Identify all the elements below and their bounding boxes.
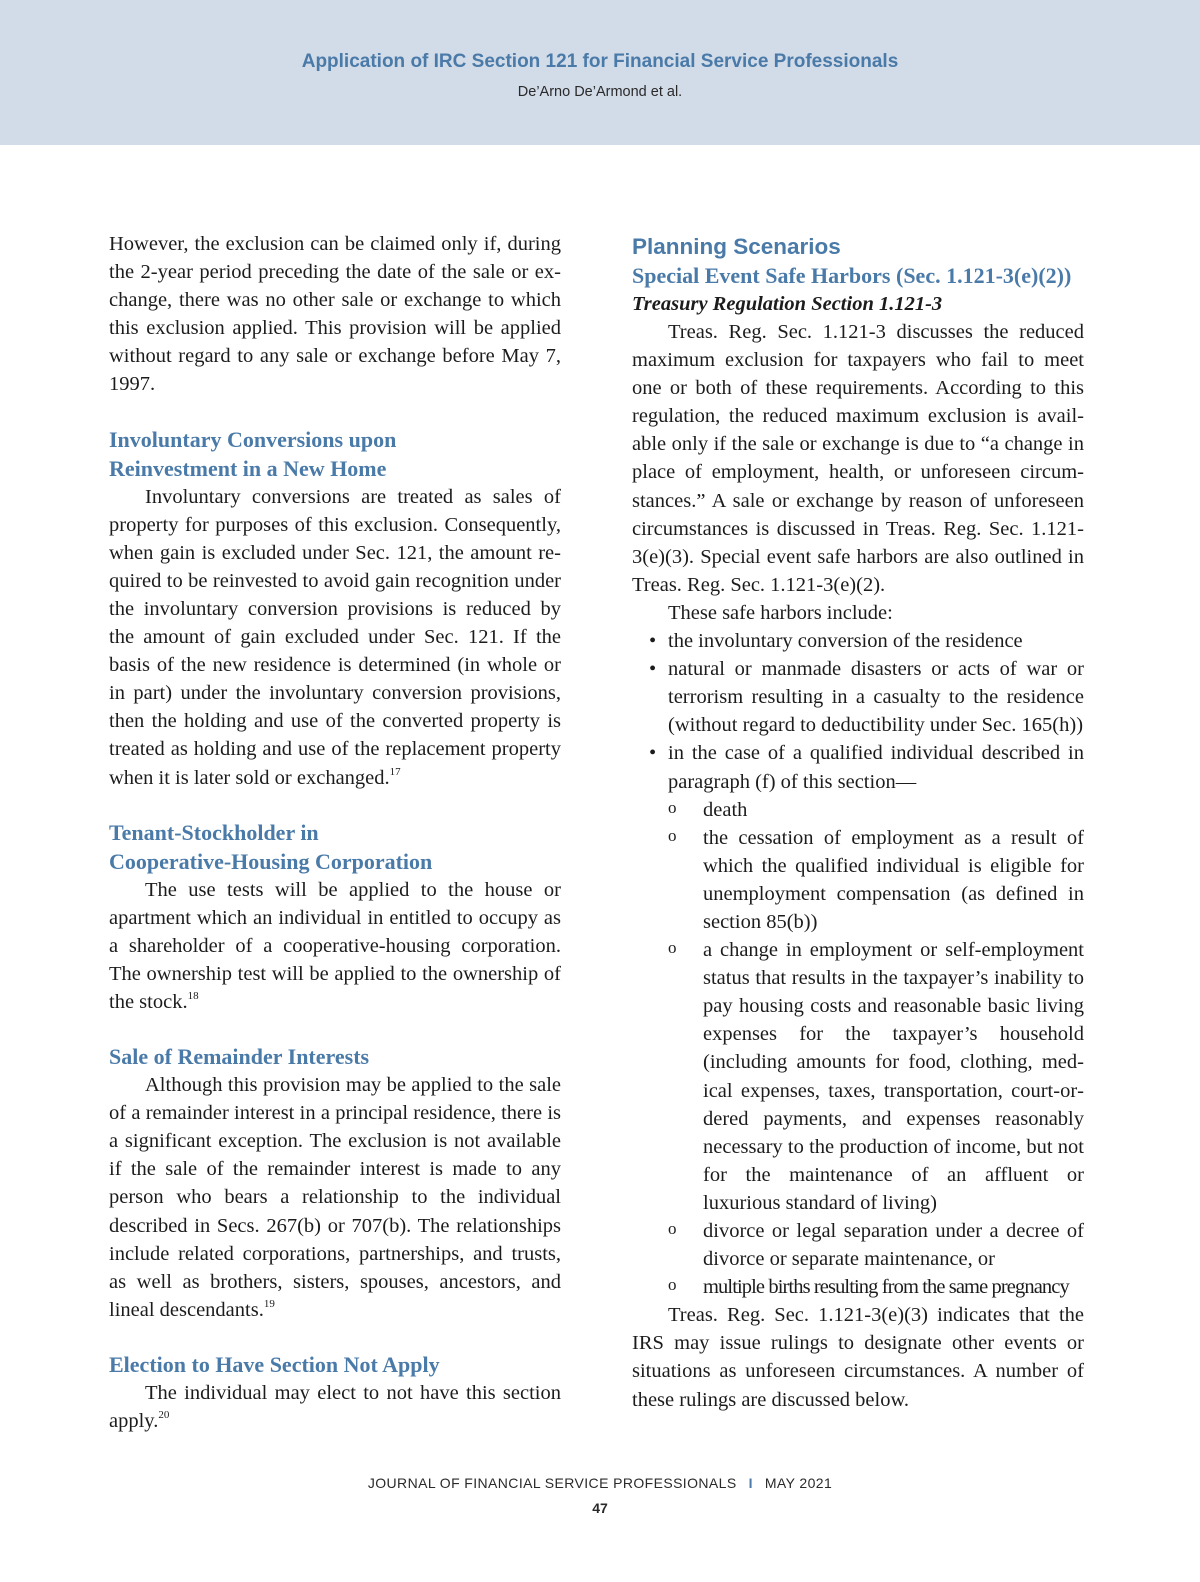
list-item-text: divorce or legal separation under a decree of divorce or separate maintenance, or (703, 1220, 1084, 1271)
sub-bullet-mark: o (668, 797, 677, 817)
paragraph-text: The use tests will be applied to the house or apartment which an individual in entitled to occupy as a shareholder of a cooperative-housing corporation. The ownership test will be applied to the ownership of the stock. (109, 878, 561, 1013)
sub-bullet-mark: o (668, 825, 677, 845)
footnote-ref: 18 (187, 989, 199, 1002)
heading-line: Reinvestment in a New Home (109, 455, 387, 481)
list-item-text: death (703, 798, 748, 821)
list-item (632, 1273, 1084, 1301)
safe-harbor-list (632, 627, 1084, 796)
bullet-mark: • (649, 658, 657, 681)
heading-involuntary-conversions (109, 425, 561, 483)
footnote-ref: 19 (263, 1297, 275, 1310)
footer-separator: I (748, 1475, 753, 1491)
heading-tenant-stockholder (109, 818, 561, 876)
sub-bullet-mark: o (668, 1275, 677, 1295)
page-number: 47 (592, 1500, 608, 1516)
list-item-text: natural or manmade disasters or acts of war or terrorism resulting in a casualty to the residence (without regard to deductibility under Sec. 165(h)) (668, 658, 1084, 737)
journal-name: JOURNAL OF FINANCIAL SERVICE PROFESSIONALS (367, 1475, 737, 1491)
list-item (632, 627, 1084, 655)
qualified-individual-list (632, 796, 1084, 1302)
list-item (632, 824, 1084, 936)
section-title: Planning Scenarios (632, 234, 841, 259)
paragraph-text: The individual may elect to not have this section apply. (109, 1381, 561, 1432)
remainder-interests-paragraph (109, 1071, 561, 1324)
footnote-ref: 17 (389, 765, 401, 778)
list-item (632, 936, 1084, 1217)
article-title: Application of IRC Section 121 for Financial Service Professionals (301, 51, 899, 72)
heading-line: Tenant-Stockholder in (109, 819, 319, 845)
heading-line: Cooperative-Housing Corporation (109, 848, 433, 874)
left-column (109, 230, 561, 1435)
list-item-text: a change in employment or self-employment status that results in the taxpayer’s inability to pay housing costs and reasonable basic living expenses for the taxpayer’s household (including amounts for food, clothing, medical expenses, taxes, transportation, court-ordered payments, and expenses reasonably necessary to the production of income, but not for the maintenance of an affluent or luxurious standard of living) (703, 939, 1084, 1214)
header-banner (0, 0, 1200, 145)
page-footer (0, 1475, 1200, 1491)
regulation-paragraph: Treas. Reg. Sec. 1.121-3 discusses the reduced maximum exclusion for taxpayers who fail to meet one or both of these requirements. According to this regulation, the reduced maximum exclusion is available only if the sale or exchange is due to “a change in place of employment, health, or unforeseen circumstances.” A sale or exchange by reason of unforeseen circumstances is discussed in Treas. Reg. Sec. 1.121-3(e)(3). Special event safe harbors are also outlined in Treas. Reg. Sec. 1.121-3(e)(2). (632, 321, 1084, 596)
safe-harbors-intro: These safe harbors include: (668, 601, 893, 624)
footnote-ref: 20 (158, 1409, 170, 1421)
list-item (632, 739, 1084, 795)
heading-remainder-interests: Sale of Remainder Interests (109, 1044, 370, 1070)
intro-paragraph: However, the exclusion can be claimed only if, during the 2-year period preceding the date of the sale or exchange, there was no other sale or exchange to which this exclusion applied. This provision will be applied without regard to any sale or exchange before May 7, 1997. (109, 233, 561, 396)
issue-date: MAY 2021 (764, 1475, 833, 1491)
bullet-mark: • (649, 742, 657, 765)
list-item-text: multiple births resulting from the same pregnancy (703, 1276, 1069, 1299)
list-item-text: the involuntary conversion of the residence (668, 630, 1023, 653)
involuntary-conversions-paragraph (109, 483, 561, 792)
heading-election: Election to Have Section Not Apply (109, 1351, 440, 1377)
sub-bullet-mark: o (668, 938, 677, 958)
sub-bullet-mark: o (668, 1219, 677, 1238)
list-item-text: the cessation of employment as a result of which the qualified individual is eligible for unemployment compensation (as defined in section 85(b)) (703, 826, 1084, 933)
sub-subsection-title: Treasury Regulation Section 1.121-3 (632, 293, 943, 315)
tenant-stockholder-paragraph (109, 876, 561, 1016)
rulings-paragraph: Treas. Reg. Sec. 1.121-3(e)(3) indicates that the IRS may issue rulings to designate other events or situations as unforeseen circumstances. A number of these rulings are discussed below. (632, 1304, 1084, 1411)
bullet-mark: • (649, 630, 657, 653)
right-column (632, 232, 1084, 1414)
paragraph-text: Involuntary conversions are treated as sales of property for purposes of this exclusion. Consequently, when gain is excluded under Sec. 121, the amount required to be reinvested to avoid gain recognition under the involuntary conversion provisions is reduced by the amount of gain excluded under Sec. 121. If the basis of the new residence is determined (in whole or in part) under the involuntary conversion provisions, then the holding and use of the converted property is treated as holding and use of the replacement property when it is later sold or exchanged. (109, 485, 561, 789)
heading-line: Involuntary Conversions upon (109, 426, 397, 452)
subsection-title: Special Event Safe Harbors (Sec. 1.121-3(e)(2)) (632, 263, 1072, 288)
list-item (632, 655, 1084, 739)
list-item (632, 1217, 1084, 1273)
election-paragraph (109, 1379, 561, 1435)
list-item-text: in the case of a qualified individual described in paragraph (f) of this section— (668, 742, 1084, 793)
paragraph-text: Although this provision may be applied to the sale of a remainder interest in a principal residence, there is a significant exception. The exclusion is not available if the sale of the remainder interest is made to any person who bears a relationship to the individual described in Secs. 267(b) or 707(b). The relationships include related corporations, partnerships, and trusts, as well as brothers, sisters, spouses, ancestors, and lineal descendants. (109, 1074, 561, 1321)
list-item (632, 796, 1084, 824)
article-authors: De’Arno De’Armond et al. (517, 84, 683, 100)
